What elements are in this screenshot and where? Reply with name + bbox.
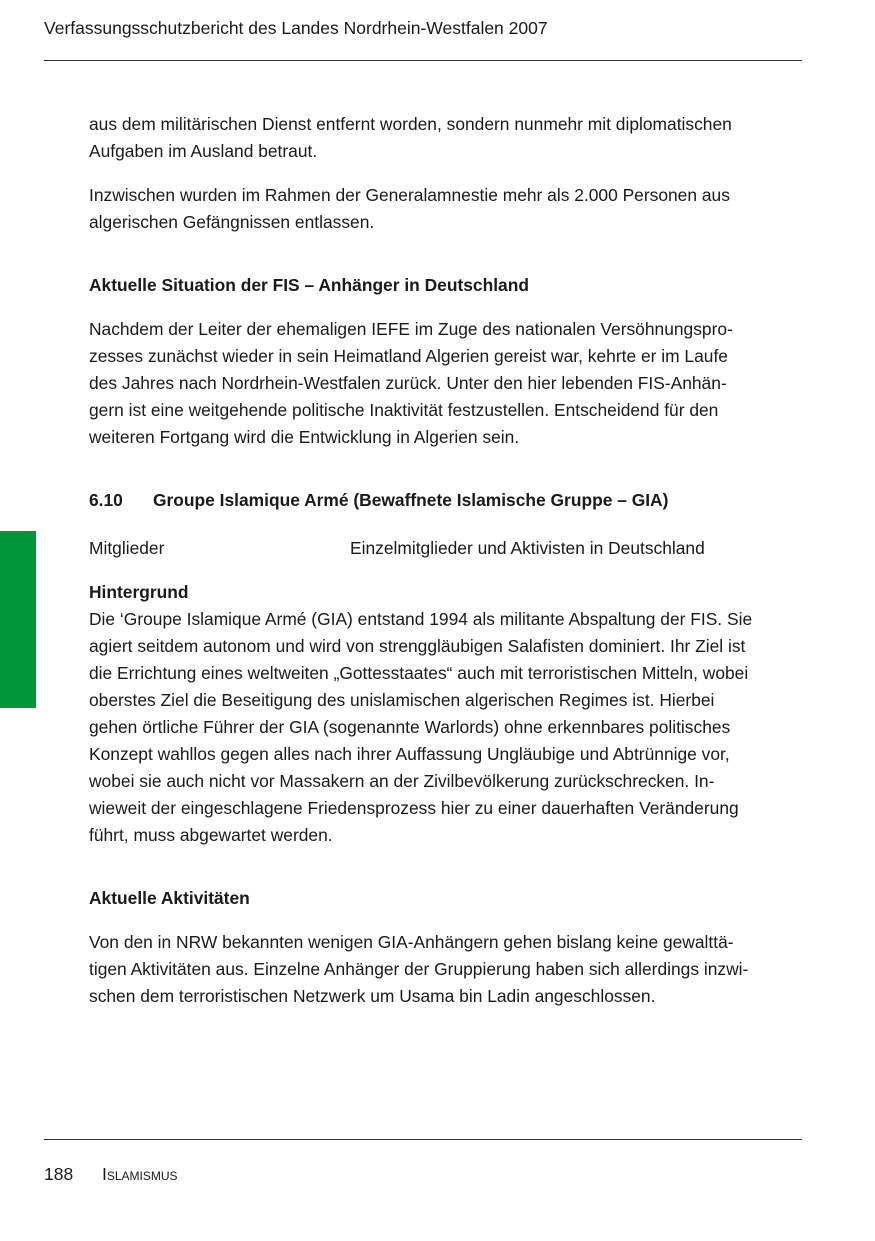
members-row xyxy=(89,535,803,562)
members-value: Einzelmitglieder und Aktivisten in Deutschland xyxy=(350,538,705,558)
footer-rule xyxy=(44,1139,802,1140)
subheading-current-activities: Aktuelle Aktivitäten xyxy=(89,888,250,908)
text-line: algerischen Gefängnissen entlassen. xyxy=(89,212,375,232)
paragraph-5 xyxy=(89,929,803,1010)
page-body xyxy=(89,111,803,1010)
text-line: die Errichtung eines weltweiten „Gottesstaates“ auch mit terroristischen Mitteln, wobei xyxy=(89,663,749,683)
text-line: Aufgaben im Ausland betraut. xyxy=(89,141,318,161)
text-line: oberstes Ziel die Beseitigung des unislamischen algerischen Regimes ist. Hierbei xyxy=(89,690,715,710)
text-line: agiert seitdem autonom und wird von strenggläubigen Salafisten dominiert. Ihr Ziel ist xyxy=(89,636,746,656)
footer-section-name: Islamismus xyxy=(102,1164,178,1184)
text-line: weiteren Fortgang wird die Entwicklung in Algerien sein. xyxy=(89,427,520,447)
paragraph-3 xyxy=(89,316,803,451)
text-line: wobei sie auch nicht vor Massakern an der Zivilbevölkerung zurückschrecken. In- xyxy=(89,771,715,791)
chapter-tab-marker xyxy=(0,531,36,708)
section-heading xyxy=(89,487,803,514)
text-line: Die ‘Groupe Islamique Armé (GIA) entstand 1994 als militante Abspaltung der FIS. Sie xyxy=(89,609,753,629)
text-line: gehen örtliche Führer der GIA (sogenannte Warlords) ohne erkennbares politisches xyxy=(89,717,731,737)
page-footer xyxy=(44,1163,178,1185)
section-number: 6.10 xyxy=(89,490,123,510)
paragraph-2 xyxy=(89,182,803,236)
paragraph-1 xyxy=(89,111,803,165)
text-line: schen dem terroristischen Netzwerk um Usama bin Ladin angeschlossen. xyxy=(89,986,656,1006)
text-line: tigen Aktivitäten aus. Einzelne Anhänger der Gruppierung haben sich allerdings inzwi- xyxy=(89,959,749,979)
members-label: Mitglieder xyxy=(89,538,165,558)
header-rule xyxy=(44,60,802,61)
paragraph-4 xyxy=(89,606,803,849)
text-line: Konzept wahllos gegen alles nach ihrer Auffassung Ungläubige und Abtrünnige vor, xyxy=(89,744,730,764)
text-line: Nachdem der Leiter der ehemaligen IEFE im Zuge des nationalen Versöhnungspro- xyxy=(89,319,733,339)
text-line: wieweit der eingeschlagene Friedensprozess hier zu einer dauerhaften Veränderung xyxy=(89,798,739,818)
text-line: des Jahres nach Nordrhein-Westfalen zurück. Unter den hier lebenden FIS-Anhän- xyxy=(89,373,727,393)
subheading-background: Hintergrund xyxy=(89,582,189,602)
page-number: 188 xyxy=(44,1164,74,1184)
section-title: Groupe Islamique Armé (Bewaffnete Islamische Gruppe – GIA) xyxy=(153,490,669,510)
running-header: Verfassungsschutzbericht des Landes Nordrhein-Westfalen 2007 xyxy=(44,18,548,38)
text-line: zesses zunächst wieder in sein Heimatland Algerien gereist war, kehrte er im Laufe xyxy=(89,346,728,366)
text-line: Inzwischen wurden im Rahmen der Generalamnestie mehr als 2.000 Personen aus xyxy=(89,185,730,205)
text-line: führt, muss abgewartet werden. xyxy=(89,825,333,845)
text-line: gern ist eine weitgehende politische Inaktivität festzustellen. Entscheidend für den xyxy=(89,400,719,420)
text-line: Von den in NRW bekannten wenigen GIA-Anhängern gehen bislang keine gewalttä- xyxy=(89,932,734,952)
subheading-fis-situation: Aktuelle Situation der FIS – Anhänger in Deutschland xyxy=(89,275,529,295)
text-line: aus dem militärischen Dienst entfernt worden, sondern nunmehr mit diplomatischen xyxy=(89,114,732,134)
